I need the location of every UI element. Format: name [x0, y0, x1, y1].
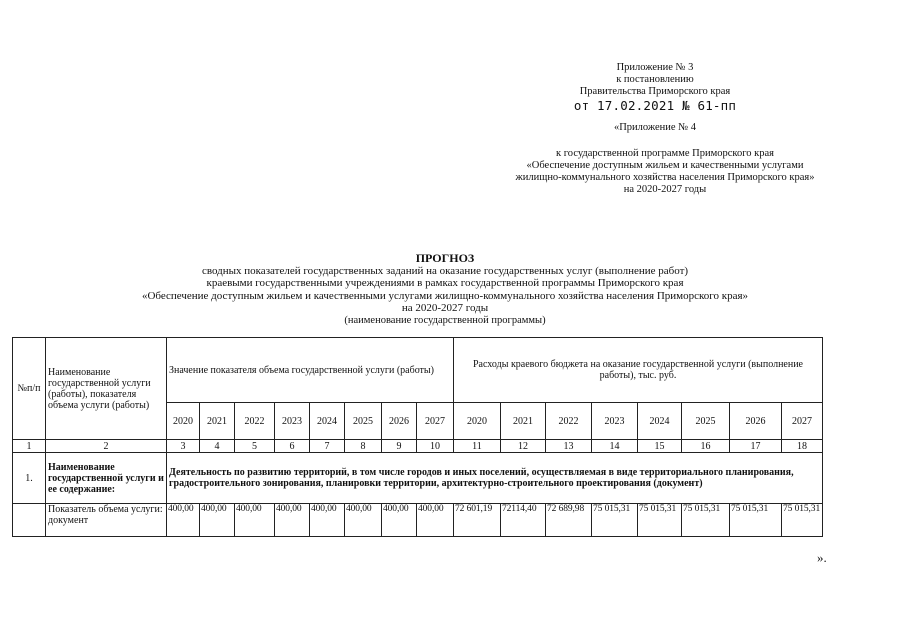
year-cell: 2023	[275, 403, 310, 440]
closing-quote: ».	[817, 550, 827, 565]
program-line-3: жилищно-коммунального хозяйства населения Приморского края»	[515, 172, 815, 183]
title-line-4: на 2020-2027 годы	[401, 302, 489, 314]
header-name: Наименование государственной услуги (работы), показателя объема услуги (работы)	[46, 338, 167, 440]
appendix-line-1: Приложение № 3	[616, 62, 694, 73]
indicator-name: Показатель объема услуги: документ	[46, 504, 167, 537]
appendix-line-2: к постановлению	[616, 74, 694, 85]
forecast-table	[12, 337, 823, 537]
program-line-4: на 2020-2027 годы	[623, 184, 707, 195]
col-number: 15	[638, 440, 682, 453]
col-number: 12	[501, 440, 546, 453]
volume-value: 400,00	[167, 504, 200, 537]
col-number: 6	[275, 440, 310, 453]
col-number: 17	[730, 440, 782, 453]
year-cell: 2021	[200, 403, 235, 440]
col-number: 5	[235, 440, 275, 453]
year-cell: 2025	[682, 403, 730, 440]
col-number: 8	[345, 440, 382, 453]
resolution-date: от 17.02.2021 № 61-пп	[573, 98, 737, 113]
col-number: 18	[782, 440, 823, 453]
document-title-block	[95, 252, 795, 327]
service-name-label: Наименование государственной услуги и ее содержание:	[46, 453, 167, 504]
expense-value: 75 015,31	[592, 504, 638, 537]
appendix-line-3: Правительства Приморского края	[579, 86, 731, 97]
year-cell: 2022	[235, 403, 275, 440]
program-reference	[500, 148, 830, 196]
col-number: 2	[46, 440, 167, 453]
year-cell: 2027	[782, 403, 823, 440]
title-line-1: сводных показателей государственных заданий на оказание государственных услуг (выполнение работ)	[201, 264, 689, 277]
col-number: 4	[200, 440, 235, 453]
col-number: 9	[382, 440, 417, 453]
volume-value: 400,00	[200, 504, 235, 537]
header-num: №п/п	[13, 338, 46, 440]
volume-value: 400,00	[310, 504, 345, 537]
col-number: 13	[546, 440, 592, 453]
col-number: 7	[310, 440, 345, 453]
col-number: 1	[13, 440, 46, 453]
year-cell: 2024	[310, 403, 345, 440]
header-row	[13, 338, 823, 403]
header-volume: Значение показателя объема государственной услуги (работы)	[167, 338, 454, 403]
appendix-quote: «Приложение № 4	[613, 122, 697, 133]
service-content: Деятельность по развитию территорий, в том числе городов и иных поселений, осуществляемая в виде территориального планирования, градостроительного зонирования, планировки территории, архитектурно-строительного проектирования (документ)	[167, 453, 823, 504]
volume-value: 400,00	[275, 504, 310, 537]
expense-value: 75 015,31	[782, 504, 823, 537]
volume-value: 400,00	[235, 504, 275, 537]
header-expenses: Расходы краевого бюджета на оказание государственной услуги (выполнение работы), тыс. руб.	[454, 338, 823, 403]
year-cell: 2026	[382, 403, 417, 440]
year-cell: 2023	[592, 403, 638, 440]
program-line-1: к государственной программе Приморского края	[556, 148, 774, 159]
expense-value: 75 015,31	[682, 504, 730, 537]
program-line-2: «Обеспечение доступным жильем и качественными услугами	[526, 160, 804, 171]
volume-value: 400,00	[345, 504, 382, 537]
year-cell: 2020	[167, 403, 200, 440]
year-cell: 2022	[546, 403, 592, 440]
year-cell: 2025	[345, 403, 382, 440]
volume-value: 400,00	[417, 504, 454, 537]
col-number: 11	[454, 440, 501, 453]
expense-value: 72114,40	[501, 504, 546, 537]
expense-value: 75 015,31	[638, 504, 682, 537]
row-number: 1.	[13, 453, 46, 504]
year-cell: 2021	[501, 403, 546, 440]
expense-value: 72 689,98	[546, 504, 592, 537]
document-title: ПРОГНОЗ	[415, 251, 475, 265]
title-line-3: «Обеспечение доступным жильем и качественными услугами жилищно-коммунального хозяйства населения Приморского края»	[141, 289, 749, 302]
col-number: 10	[417, 440, 454, 453]
indicator-row	[13, 504, 823, 537]
col-number: 16	[682, 440, 730, 453]
expense-value: 75 015,31	[730, 504, 782, 537]
volume-value: 400,00	[382, 504, 417, 537]
service-row	[13, 453, 823, 504]
expense-value: 72 601,19	[454, 504, 501, 537]
title-note: (наименование государственной программы)	[344, 314, 546, 326]
year-cell: 2027	[417, 403, 454, 440]
appendix-block	[555, 62, 755, 134]
col-number: 14	[592, 440, 638, 453]
col-number: 3	[167, 440, 200, 453]
year-cell: 2026	[730, 403, 782, 440]
row-number-empty	[13, 504, 46, 537]
title-line-2: краевыми государственными учреждениями в рамках государственной программы Приморского края	[206, 277, 684, 289]
year-cell: 2024	[638, 403, 682, 440]
column-numbers-row	[13, 440, 823, 453]
year-cell: 2020	[454, 403, 501, 440]
